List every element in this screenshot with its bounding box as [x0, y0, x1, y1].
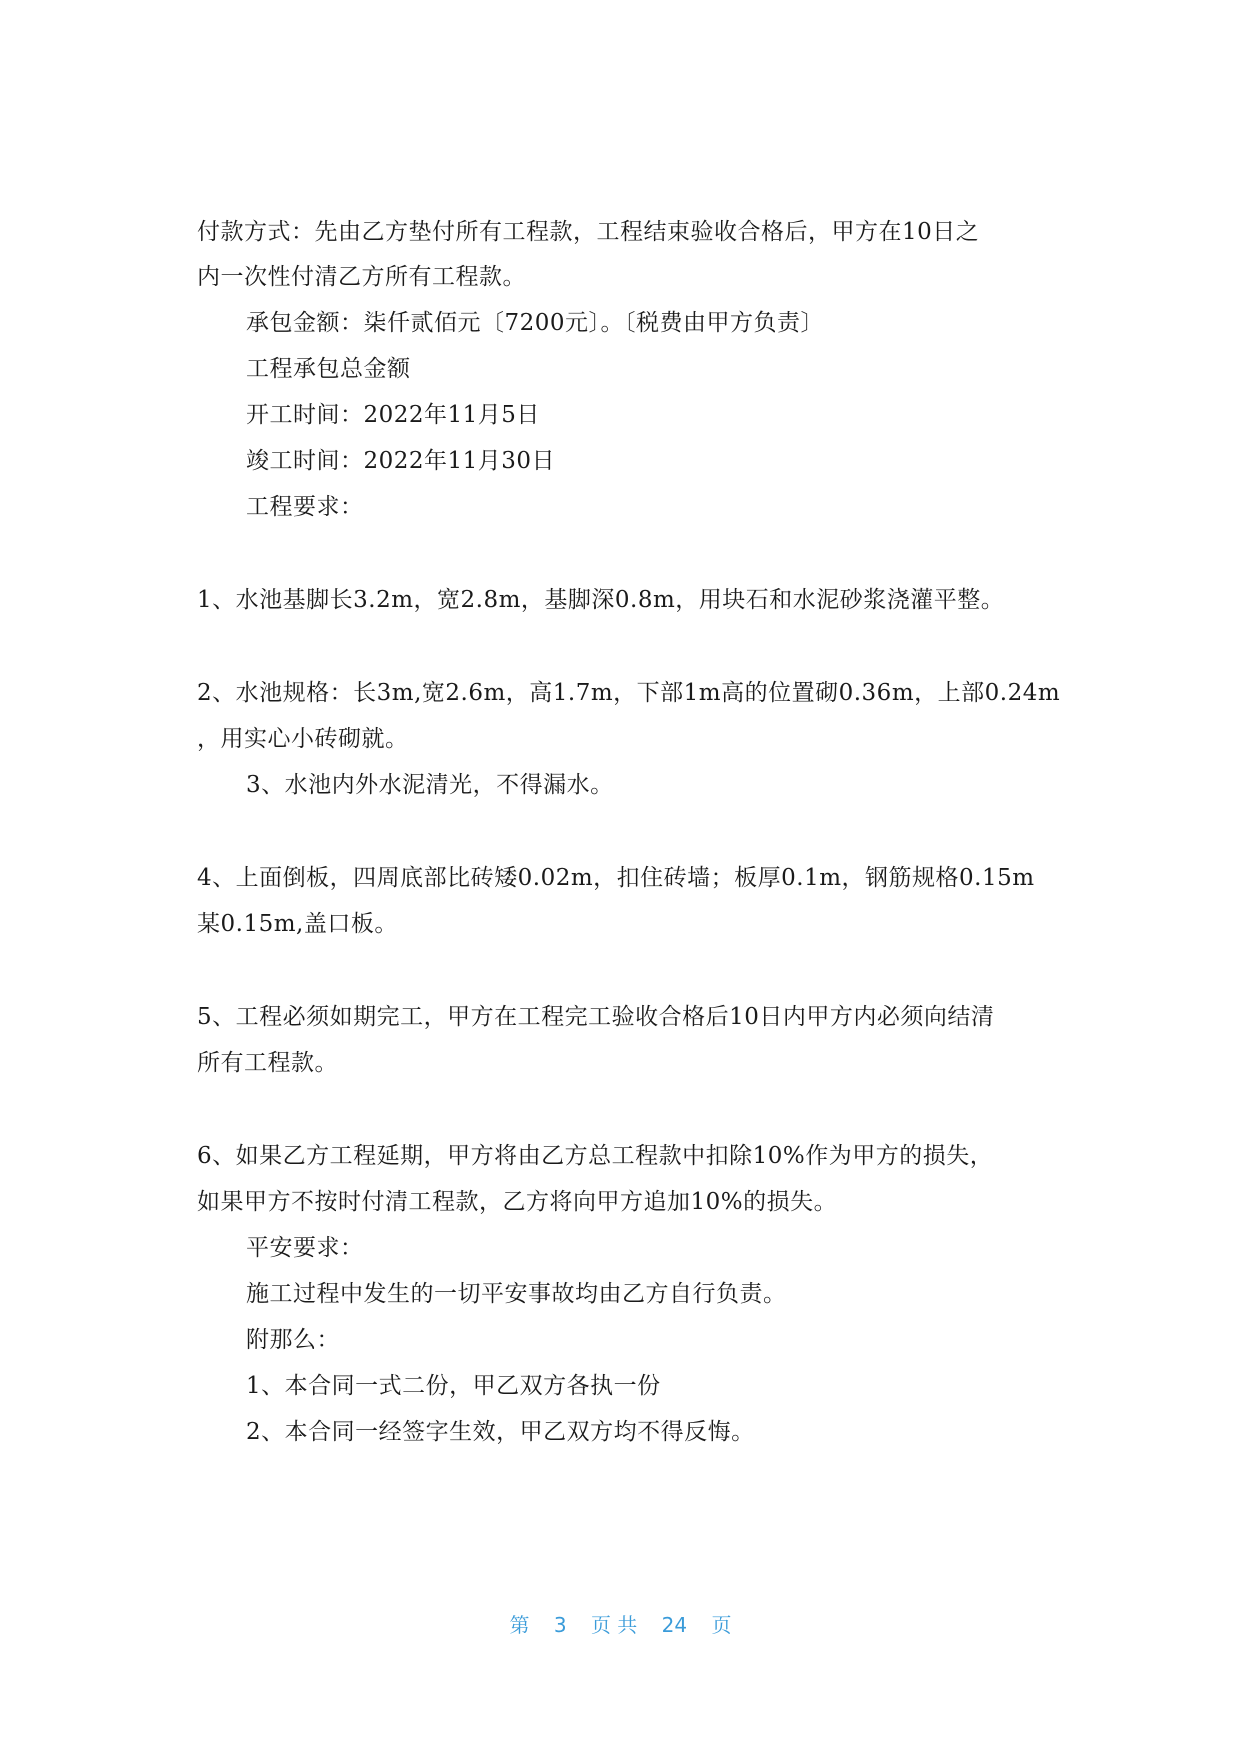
completion-date-line: 竣工时间：2022年11月30日: [246, 448, 556, 474]
start-date-line: 开工时间：2022年11月5日: [246, 402, 540, 428]
safety-text: 施工过程中发生的一切平安事故均由乙方自行负责。: [246, 1281, 787, 1307]
appendix-heading: 附那么：: [246, 1327, 340, 1353]
requirement-item-5-line-1: 5、工程必须如期完工，甲方在工程完工验收合格后10日内甲方内必须向结清: [197, 1004, 995, 1030]
payment-method-line-2: 内一次性付清乙方所有工程款。: [197, 264, 526, 290]
requirement-item-6-line-1: 6、如果乙方工程延期，甲方将由乙方总工程款中扣除10%作为甲方的损失，: [197, 1143, 994, 1169]
requirement-item-2-line-2: ，用实心小砖砌就。: [197, 726, 409, 752]
appendix-item-2: 2、本合同一经签字生效，甲乙双方均不得反悔。: [246, 1419, 755, 1445]
requirement-item-5-line-2: 所有工程款。: [197, 1050, 338, 1076]
footer-current-page: 3: [553, 1613, 567, 1637]
requirement-item-4-line-2: 某0.15m,盖口板。: [197, 911, 398, 937]
footer-suffix: 页: [711, 1613, 732, 1637]
safety-heading: 平安要求：: [246, 1235, 364, 1261]
page-footer: [0, 1612, 1241, 1638]
footer-total-pages: 24: [661, 1613, 688, 1637]
contract-amount-line: 承包金额：柒仟贰佰元〔7200元〕。〔税费由甲方负责〕: [246, 310, 825, 336]
total-amount-line: 工程承包总金额: [246, 356, 411, 382]
requirement-item-6-line-2: 如果甲方不按时付清工程款，乙方将向甲方追加10%的损失。: [197, 1189, 838, 1215]
requirement-item-3: 3、水池内外水泥清光，不得漏水。: [246, 772, 614, 798]
footer-middle: 页 共: [590, 1613, 638, 1637]
payment-method-line-1: 付款方式：先由乙方垫付所有工程款，工程结束验收合格后，甲方在10日之: [197, 219, 980, 245]
appendix-item-1: 1、本合同一式二份，甲乙双方各执一份: [246, 1373, 661, 1399]
requirements-heading: 工程要求：: [246, 494, 364, 520]
requirement-item-4-line-1: 4、上面倒板，四周底部比砖矮0.02m，扣住砖墙；板厚0.1m，钢筋规格0.15m: [197, 865, 1035, 891]
requirement-item-2-line-1: 2、水池规格：长3m,宽2.6m，高1.7m，下部1m高的位置砌0.36m，上部0.24m: [197, 680, 1061, 706]
footer-prefix: 第: [509, 1613, 530, 1637]
requirement-item-1: 1、水池基脚长3.2m，宽2.8m，基脚深0.8m，用块石和水泥砂浆浇灌平整。: [197, 587, 1005, 613]
